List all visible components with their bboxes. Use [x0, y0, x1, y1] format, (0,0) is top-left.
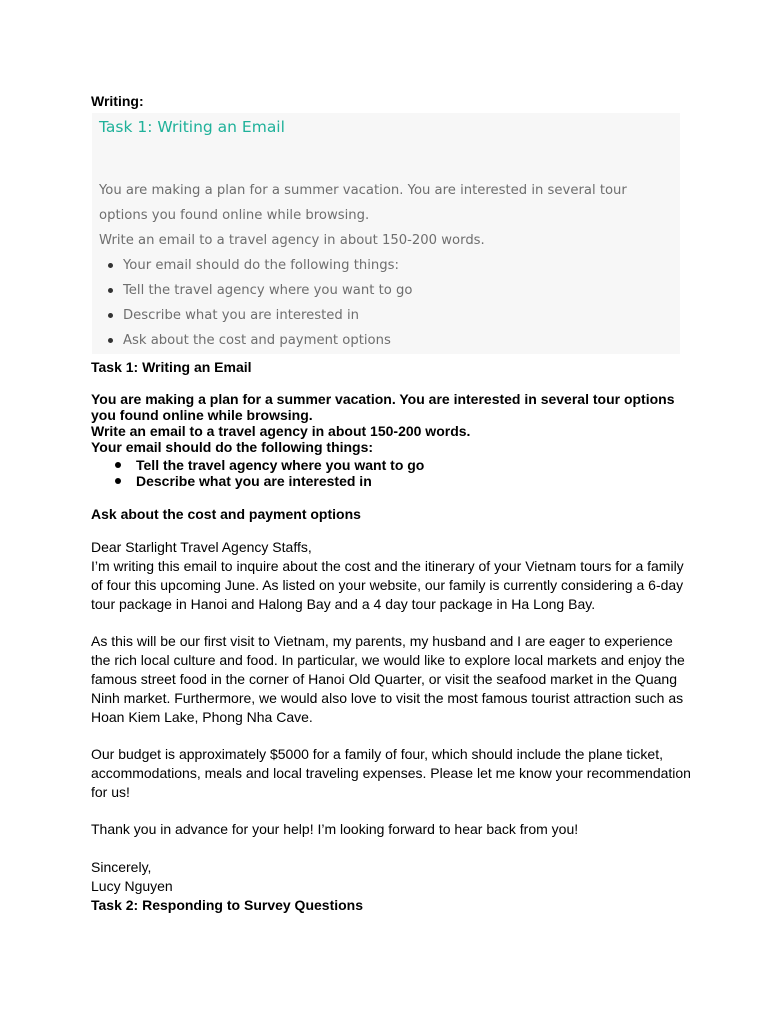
bullet-icon	[108, 338, 113, 343]
bullet-icon	[108, 313, 113, 318]
section-heading: Writing:	[91, 93, 144, 109]
embedded-para-2: Write an email to a travel agency in about 150-200 words.	[99, 233, 485, 248]
task1-description	[91, 391, 691, 455]
letter-closing: Sincerely,	[91, 859, 152, 875]
list-item: Tell the travel agency where you want to go	[106, 278, 412, 303]
letter-signature-name: Lucy Nguyen	[91, 878, 173, 894]
list-item: Your email should do the following things:	[106, 253, 412, 278]
embedded-para-1: You are making a plan for a summer vacation. You are interested in several tour options you found online while browsing.	[99, 183, 627, 223]
list-item: Tell the travel agency where you want to go	[115, 457, 424, 473]
letter-greeting: Dear Starlight Travel Agency Staffs,	[91, 539, 312, 555]
bullet-icon	[108, 263, 113, 268]
letter-paragraph-4: Thank you in advance for your help! I’m looking forward to hear back from you!	[91, 821, 579, 837]
task1-bullet-list	[115, 457, 424, 489]
bullet-icon	[115, 478, 121, 484]
letter-paragraph-2: As this will be our first visit to Vietnam, my parents, my husband and I are eager to experience the rich local culture and food. In particular, we would like to explore local markets and enjoy the famous street food in the corner of Hanoi Old Quarter, or visit the seafood market in the Quang Ninh market. Furthermore, we would also love to visit the most famous tourist attraction such as Hoan Kiem Lake, Phong Nha Cave.	[91, 633, 685, 725]
task1-ask-line: Ask about the cost and payment options	[91, 506, 361, 522]
list-item: Describe what you are interested in	[106, 303, 412, 328]
letter-paragraph-3: Our budget is approximately $5000 for a family of four, which should include the plane ticket, accommodations, meals and local traveling expenses. Please let me know your recommendation for us!	[91, 746, 691, 800]
task1-desc-3: Your email should do the following things:	[91, 439, 374, 455]
task1-desc-1: You are making a plan for a summer vacation. You are interested in several tour options you found online while browsing.	[91, 391, 675, 423]
bullet-icon	[115, 462, 121, 468]
letter-paragraph-1: I’m writing this email to inquire about the cost and the itinerary of your Vietnam tours for a family of four this upcoming June. As listed on your website, our family is currently considering a 6-day tour package in Hanoi and Halong Bay and a 4 day tour package in Ha Long Bay.	[91, 558, 684, 612]
task1-desc-2: Write an email to a travel agency in about 150-200 words.	[91, 423, 471, 439]
list-item: Describe what you are interested in	[115, 473, 424, 489]
task1-title: Task 1: Writing an Email	[91, 359, 252, 375]
list-item: Ask about the cost and payment options	[106, 328, 412, 353]
task2-title: Task 2: Responding to Survey Questions	[91, 897, 364, 913]
embedded-task-screenshot	[92, 113, 680, 354]
embedded-task-description	[99, 178, 674, 253]
embedded-bullet-list	[106, 253, 412, 353]
embedded-task-title: Task 1: Writing an Email	[99, 118, 285, 136]
bullet-icon	[108, 288, 113, 293]
